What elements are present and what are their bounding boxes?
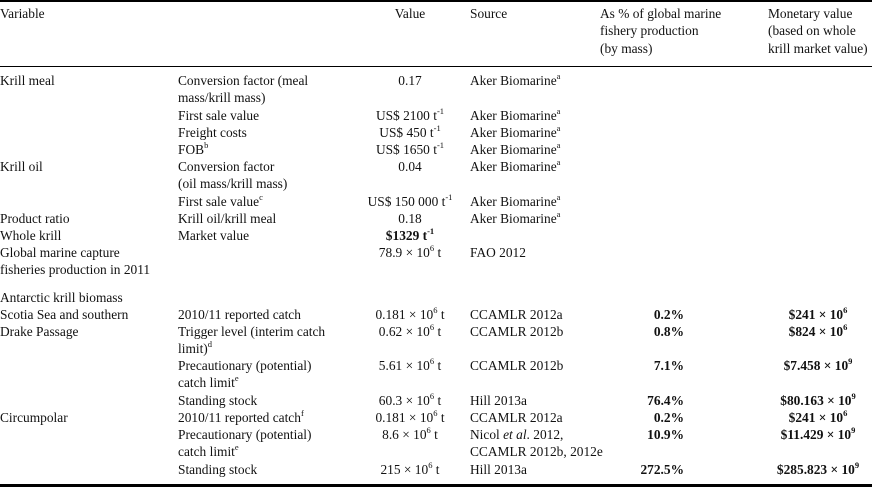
- value-text: 0.181 × 10: [375, 410, 434, 425]
- source-text: Aker Biomarine: [470, 73, 557, 88]
- header-monetary-line: (based on whole: [768, 23, 856, 39]
- exponent: 6: [433, 304, 438, 315]
- footnote-marker: c: [259, 191, 263, 202]
- row-variable: Krill oil: [0, 159, 43, 174]
- unit-text: t: [432, 462, 440, 477]
- exponent: 6: [843, 321, 848, 332]
- monetary-text: $285.823 × 10: [776, 462, 855, 477]
- footnote-marker: d: [207, 338, 213, 349]
- row-source: CCAMLR 2012a: [470, 410, 563, 425]
- row-parameter: [178, 357, 311, 392]
- row-source: Hill 2013a: [470, 462, 527, 477]
- row-parameter: Freight costs: [178, 125, 247, 140]
- row-monetary: [765, 392, 871, 409]
- parameter-text: First sale value: [178, 194, 260, 209]
- monetary-text: $241 × 10: [788, 410, 844, 425]
- unit-exponent: -1: [445, 191, 453, 202]
- row-variable: Whole krill: [0, 228, 62, 243]
- row-value: 0.18: [398, 211, 422, 226]
- value-text: 8.6 × 10: [382, 427, 427, 442]
- row-parameter: Krill oil/krill meal: [178, 211, 277, 226]
- row-value: [340, 357, 480, 374]
- row-source: Hill 2013a: [470, 393, 527, 408]
- header-value: Value: [394, 6, 426, 21]
- row-source: [470, 158, 560, 175]
- row-parameter-line: Conversion factor (meal: [178, 73, 309, 88]
- parameter-text: catch limit: [178, 444, 235, 460]
- header-percent-line: As % of global marine: [600, 6, 722, 21]
- row-variable: Product ratio: [0, 211, 70, 226]
- unit-text: t: [437, 410, 445, 425]
- row-parameter: [178, 409, 304, 426]
- row-variable: Drake Passage: [0, 324, 79, 339]
- header-percent-line: (by mass): [600, 40, 653, 56]
- row-parameter: [178, 426, 311, 461]
- row-source-line: Nicol et al. 2012,: [470, 427, 564, 442]
- row-source: FAO 2012: [470, 245, 526, 260]
- exponent: 6: [428, 459, 433, 470]
- monetary-text: $241 × 10: [788, 307, 844, 322]
- monetary-text: $824 × 10: [788, 324, 844, 339]
- row-parameter: Standing stock: [178, 462, 258, 477]
- footnote-marker: a: [556, 156, 561, 167]
- row-parameter: Market value: [178, 228, 250, 243]
- row-source: [470, 124, 560, 141]
- unit-text: t: [434, 324, 442, 339]
- source-text: Aker Biomarine: [470, 108, 557, 123]
- value-text: 0.181 × 10: [375, 307, 434, 322]
- value-text: US$ 450 t: [379, 125, 434, 140]
- parameter-text: 2010/11 reported catch: [178, 410, 301, 425]
- row-variable: Circumpolar: [0, 410, 68, 425]
- exponent: 9: [851, 424, 856, 435]
- row-value: [340, 409, 480, 426]
- row-value: [340, 227, 480, 244]
- row-parameter: First sale value: [178, 108, 260, 123]
- header-percent-line: fishery production: [600, 23, 699, 39]
- table-header-rule: [0, 66, 872, 67]
- row-source: [470, 72, 560, 89]
- header-monetary-line: krill market value): [768, 40, 868, 56]
- value-text: $1329 t: [385, 228, 428, 243]
- exponent: 6: [426, 424, 431, 435]
- header-variable: Variable: [0, 6, 45, 21]
- table-top-rule: [0, 0, 872, 2]
- row-parameter-line: [178, 340, 325, 357]
- row-parameter: [178, 141, 208, 158]
- row-value: 0.04: [398, 159, 422, 174]
- footnote-marker: b: [204, 139, 209, 150]
- row-parameter: [178, 158, 287, 193]
- unit-text: t: [434, 245, 442, 260]
- exponent: 9: [848, 355, 853, 366]
- row-percent: 10.9%: [647, 427, 684, 442]
- footnote-marker: a: [556, 139, 561, 150]
- exponent: 6: [433, 407, 438, 418]
- row-monetary: [765, 306, 871, 323]
- unit-text: t: [434, 358, 442, 373]
- row-parameter-line: Precautionary (potential): [178, 427, 312, 442]
- row-percent: 0.8%: [653, 324, 684, 339]
- monetary-text: $7.458 × 10: [783, 358, 849, 373]
- row-percent: 0.2%: [653, 410, 684, 425]
- value-text: 215 × 10: [380, 462, 429, 477]
- row-percent: 7.1%: [653, 358, 684, 373]
- header-source: Source: [470, 6, 508, 21]
- unit-text: t: [430, 427, 438, 442]
- row-source: [470, 210, 560, 227]
- row-parameter-line: Conversion factor: [178, 159, 275, 174]
- header-percent: [600, 5, 721, 57]
- footnote-marker: f: [300, 407, 304, 418]
- row-variable: Krill meal: [0, 73, 55, 88]
- row-source: [470, 193, 560, 210]
- row-variable: [0, 244, 150, 279]
- unit-exponent: -1: [436, 139, 445, 150]
- exponent: 6: [429, 321, 435, 332]
- row-value: [340, 426, 480, 443]
- unit-exponent: -1: [427, 225, 435, 236]
- monetary-text: $11.429 × 10: [780, 427, 852, 442]
- row-parameter-line: [178, 443, 311, 460]
- unit-exponent: -1: [436, 105, 445, 116]
- row-value: [340, 193, 480, 210]
- exponent: 9: [851, 390, 856, 401]
- parameter-text: FOB: [178, 142, 205, 157]
- row-parameter-line: mass/krill mass): [178, 90, 266, 106]
- row-source: CCAMLR 2012b: [470, 358, 564, 373]
- row-parameter: Standing stock: [178, 393, 258, 408]
- row-percent: 272.5%: [640, 462, 684, 477]
- value-text: 78.9 × 10: [378, 245, 430, 260]
- source-text: Aker Biomarine: [470, 194, 557, 209]
- value-text: US$ 1650 t: [375, 142, 437, 157]
- exponent: 6: [843, 304, 848, 315]
- value-text: 0.62 × 10: [378, 324, 430, 339]
- row-variable: Scotia Sea and southern: [0, 307, 129, 322]
- footnote-marker: e: [234, 372, 239, 383]
- row-monetary: [765, 323, 871, 340]
- row-value: [340, 107, 480, 124]
- row-monetary: [765, 426, 871, 443]
- unit-text: t: [434, 393, 442, 408]
- unit-exponent: -1: [433, 122, 441, 133]
- parameter-text: limit): [178, 341, 208, 357]
- row-source: CCAMLR 2012b: [470, 324, 564, 339]
- unit-text: t: [437, 307, 445, 322]
- footnote-marker: a: [556, 70, 561, 81]
- row-value: [340, 244, 480, 261]
- parameter-text: catch limit: [178, 375, 235, 391]
- row-value: 0.17: [398, 73, 422, 88]
- footnote-marker: a: [556, 105, 561, 116]
- footnote-marker: a: [556, 208, 561, 219]
- row-parameter-line: (oil mass/krill mass): [178, 176, 288, 192]
- row-parameter-line: Trigger level (interim catch: [178, 324, 326, 339]
- monetary-text: $80.163 × 10: [780, 393, 852, 408]
- header-monetary: [768, 5, 868, 57]
- source-text: Aker Biomarine: [470, 142, 557, 157]
- source-text: Aker Biomarine: [470, 211, 557, 226]
- row-monetary: [765, 357, 871, 374]
- row-parameter: [178, 323, 325, 358]
- exponent: 6: [843, 407, 848, 418]
- footnote-marker: e: [234, 441, 239, 452]
- row-monetary: [765, 461, 871, 478]
- row-parameter-line: [178, 374, 311, 391]
- header-monetary-line: Monetary value: [768, 6, 853, 21]
- row-source: [470, 141, 560, 158]
- row-value: [340, 124, 480, 141]
- value-text: US$ 2100 t: [375, 108, 437, 123]
- row-percent: 76.4%: [647, 393, 684, 408]
- row-value: [340, 461, 480, 478]
- row-source: [470, 426, 603, 461]
- row-parameter: 2010/11 reported catch: [178, 307, 301, 322]
- value-text: US$ 150 000 t: [367, 194, 446, 209]
- row-variable-line: fisheries production in 2011: [0, 262, 151, 278]
- row-source: [470, 107, 560, 124]
- footnote-marker: a: [556, 122, 561, 133]
- exponent: 6: [429, 242, 435, 253]
- row-parameter-line: Precautionary (potential): [178, 358, 312, 373]
- row-source-line: CCAMLR 2012b, 2012e: [470, 444, 603, 460]
- source-text: Aker Biomarine: [470, 159, 557, 174]
- footnote-marker: a: [556, 191, 561, 202]
- row-parameter: [178, 72, 308, 107]
- value-text: 60.3 × 10: [378, 393, 430, 408]
- row-value: [340, 392, 480, 409]
- row-value: [340, 141, 480, 158]
- row-monetary: [765, 409, 871, 426]
- source-text: Aker Biomarine: [470, 125, 557, 140]
- row-source: CCAMLR 2012a: [470, 307, 563, 322]
- section-heading: Antarctic krill biomass: [0, 290, 123, 305]
- row-value: [340, 323, 480, 340]
- row-percent: 0.2%: [653, 307, 684, 322]
- exponent: 6: [429, 390, 435, 401]
- exponent: 6: [429, 355, 435, 366]
- row-value: [340, 306, 480, 323]
- row-variable-line: Global marine capture: [0, 245, 120, 260]
- value-text: 5.61 × 10: [378, 358, 430, 373]
- exponent: 9: [854, 459, 860, 470]
- row-parameter: [178, 193, 263, 210]
